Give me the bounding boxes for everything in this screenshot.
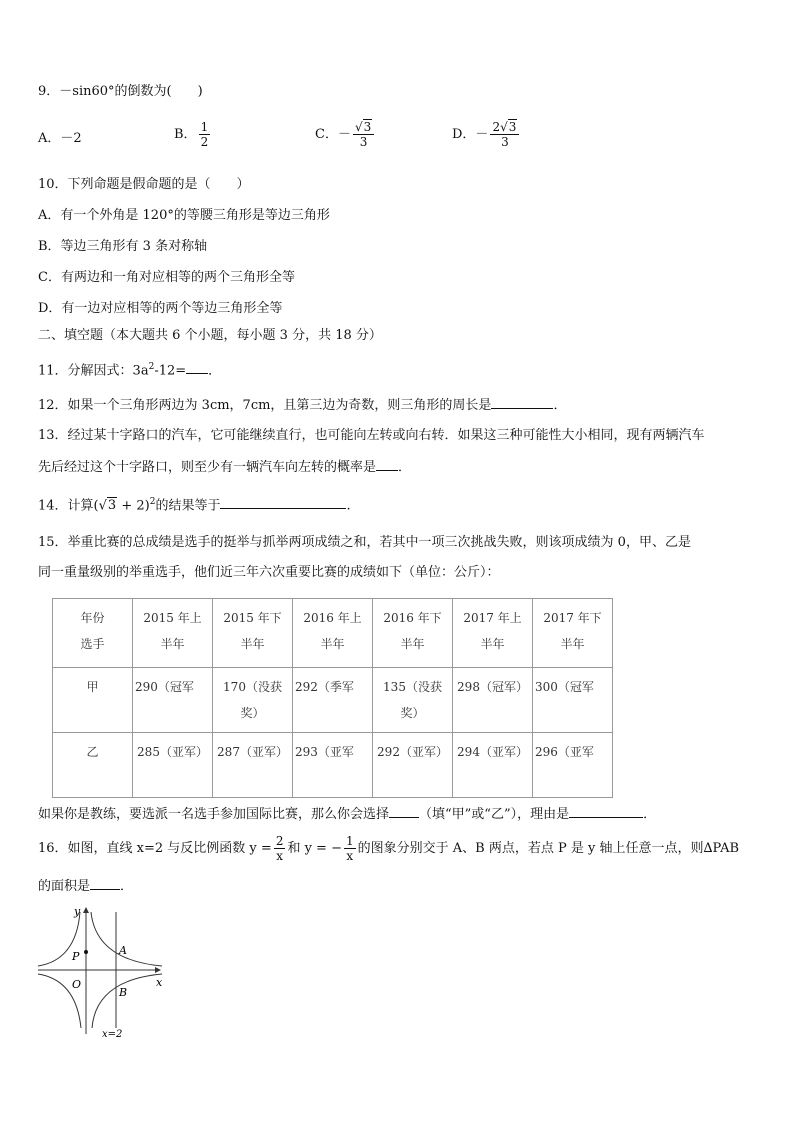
- fraction-numerator: 1: [200, 120, 209, 134]
- fraction-numerator: 2√3: [490, 120, 519, 135]
- q16-text-mid: 和 y = −: [287, 841, 342, 856]
- q9-stem: 9．－sin60°的倒数为( ): [38, 84, 203, 99]
- table-header-row: [53, 599, 613, 668]
- origin-label: O: [72, 978, 82, 991]
- q14-paren: (: [93, 498, 99, 514]
- q10-stem: 10．下列命题是假命题的是（ ）: [38, 177, 250, 192]
- q13-line1: 13．经过某十字路口的汽车，它可能继续直行，也可能向左转或向右转．如果这三种可能性大小相同，现有两辆汽车: [38, 428, 705, 443]
- q14-expression: + 2): [117, 498, 150, 514]
- table-cell: 294（亚军）: [453, 733, 533, 798]
- q9-option-b-label: B．: [174, 127, 197, 142]
- q9-option-a: A．－2: [38, 131, 82, 146]
- table-cell: 135（没获 奖）: [373, 668, 453, 733]
- q14-answer-blank[interactable]: [220, 496, 346, 509]
- fraction-denominator: 3: [501, 135, 509, 149]
- fraction-denominator: x: [276, 849, 284, 863]
- table-cell: 乙: [53, 733, 133, 798]
- table-cell: 285（亚军）: [133, 733, 213, 798]
- q16-text-2: 的面积是: [38, 879, 91, 894]
- q16-figure: [36, 904, 176, 1040]
- table-cell: 296（亚军: [533, 733, 613, 798]
- radicand: 3: [508, 120, 517, 134]
- q10-option-b: B．等边三角形有 3 条对称轴: [38, 239, 208, 254]
- q12-text: 12．如果一个三角形两边为 3cm，7cm，且第三边为奇数，则三角形的周长是: [38, 398, 492, 413]
- q15-line2: 同一重量级别的举重选手，他们近三年六次重要比赛的成绩如下（单位：公斤）：: [38, 565, 500, 580]
- q12: [38, 396, 566, 414]
- coefficient: 2: [492, 120, 501, 134]
- q16-fraction-1: [274, 834, 286, 863]
- q12-end: ．: [553, 398, 567, 413]
- q16-text: 16．如图，直线 x=2 与反比例函数 y =: [38, 841, 272, 856]
- q10-option-d: D．有一边对应相等的两个等边三角形全等: [38, 301, 283, 316]
- point-a-label: A: [119, 944, 127, 957]
- q16-line2: [38, 877, 133, 895]
- q9-option-c: [315, 120, 376, 149]
- q9-option-b: [174, 120, 212, 149]
- q10-option-c: C．有两边和一角对应相等的两个三角形全等: [38, 270, 295, 285]
- table-row: [53, 668, 613, 733]
- q14-end: .: [346, 498, 351, 514]
- q9-option-d-label: D．－: [452, 127, 489, 142]
- q14-text-post: 的结果等于: [155, 498, 221, 514]
- q13-text: 先后经过这个十字路口，则至少有一辆汽车向左转的概率是: [38, 460, 377, 475]
- table-cell: 292（季军: [293, 668, 373, 733]
- q15-end: ．: [643, 807, 657, 822]
- fraction-denominator: 3: [359, 135, 368, 149]
- q15-question-text: 如果你是教练，要选派一名选手参加国际比赛，那么你会选择: [38, 807, 390, 822]
- fraction-numerator: √3: [353, 120, 374, 135]
- fraction-denominator: x: [346, 849, 354, 863]
- point-p: [84, 950, 88, 954]
- fraction-numerator: 1: [345, 834, 354, 848]
- q13-end: ．: [398, 460, 412, 475]
- q9-option-d-fraction: [490, 120, 519, 149]
- radicand: 3: [363, 120, 372, 134]
- q11-text-post: -12=: [154, 363, 187, 379]
- curve-y-2-over-x-q1: [91, 912, 162, 966]
- q13-answer-blank[interactable]: [376, 458, 398, 471]
- table-cell: 年份 选手: [53, 599, 133, 668]
- table-row: [53, 733, 613, 798]
- q14-text: 14．计算: [38, 498, 94, 514]
- table-cell: 170（没获 奖）: [213, 668, 293, 733]
- score-table: [52, 598, 613, 798]
- q15-line1: 15．举重比赛的总成绩是选手的挺举与抓举两项成绩之和，若其中一项三次挑战失败，则该项成绩为 0，甲、乙是: [38, 535, 691, 550]
- q11: [38, 359, 221, 379]
- q16-end: ．: [120, 879, 134, 894]
- q11-exponent: 2: [148, 362, 155, 372]
- fraction-numerator: 2: [275, 834, 284, 848]
- q11-text: 11．分解因式：3a: [38, 363, 149, 379]
- q9-option-c-fraction: [353, 120, 374, 149]
- q9-option-c-label: C．－: [315, 127, 351, 142]
- q9-option-d: [452, 120, 521, 149]
- q15-reason-blank[interactable]: [569, 805, 643, 818]
- q14-radicand: 3: [107, 498, 117, 514]
- table-cell: 2016 年下 半年: [373, 599, 453, 668]
- q12-answer-blank[interactable]: [491, 396, 553, 409]
- q16-text-post: 的图象分别交于 A、B 两点，若点 P 是 y 轴上任意一点，则∆PAB: [357, 841, 740, 856]
- section-heading: 二、填空题（本大题共 6 个小题，每小题 3 分，共 18 分）: [38, 328, 382, 343]
- table-cell: 287（亚军）: [213, 733, 293, 798]
- q16-fraction-2: [344, 834, 356, 863]
- table-cell: 292（亚军）: [373, 733, 453, 798]
- q14-exponent: 2: [149, 497, 156, 507]
- curve-y-neg-1-over-x-q4: [92, 974, 162, 1028]
- q11-end: ．: [208, 363, 222, 379]
- x-axis-label: x: [156, 976, 163, 989]
- table-cell: 293（亚军: [293, 733, 373, 798]
- table-cell: 2017 年下 半年: [533, 599, 613, 668]
- q11-answer-blank[interactable]: [186, 361, 208, 374]
- table-cell: 2017 年上 半年: [453, 599, 533, 668]
- q16-answer-blank[interactable]: [90, 877, 120, 890]
- table-cell: 290（冠军: [133, 668, 213, 733]
- table-cell: 甲: [53, 668, 133, 733]
- line-x2-label: x=2: [102, 1029, 123, 1040]
- fraction-denominator: 2: [200, 135, 209, 149]
- table-cell: 2015 年下 半年: [213, 599, 293, 668]
- table-cell: 300（冠军: [533, 668, 613, 733]
- q16-line1: [38, 834, 739, 864]
- point-b-label: B: [119, 986, 128, 999]
- q10-option-a: A．有一个外角是 120°的等腰三角形是等边三角形: [38, 208, 330, 223]
- q15-question-mid: （填“甲”或“乙”），理由是: [419, 807, 570, 822]
- q13-line2: [38, 458, 411, 476]
- point-p-label: P: [72, 950, 80, 963]
- q15-question: [38, 805, 656, 823]
- q15-choice-blank[interactable]: [389, 805, 419, 818]
- table-cell: 298（冠军）: [453, 668, 533, 733]
- table-cell: 2015 年上 半年: [133, 599, 213, 668]
- q9-option-b-fraction: [199, 120, 211, 149]
- y-axis-label: y: [74, 905, 81, 918]
- table-cell: 2016 年上 半年: [293, 599, 373, 668]
- q14: 14．计算$(√3 + 2)^2$的结果等于 .: [38, 497, 351, 514]
